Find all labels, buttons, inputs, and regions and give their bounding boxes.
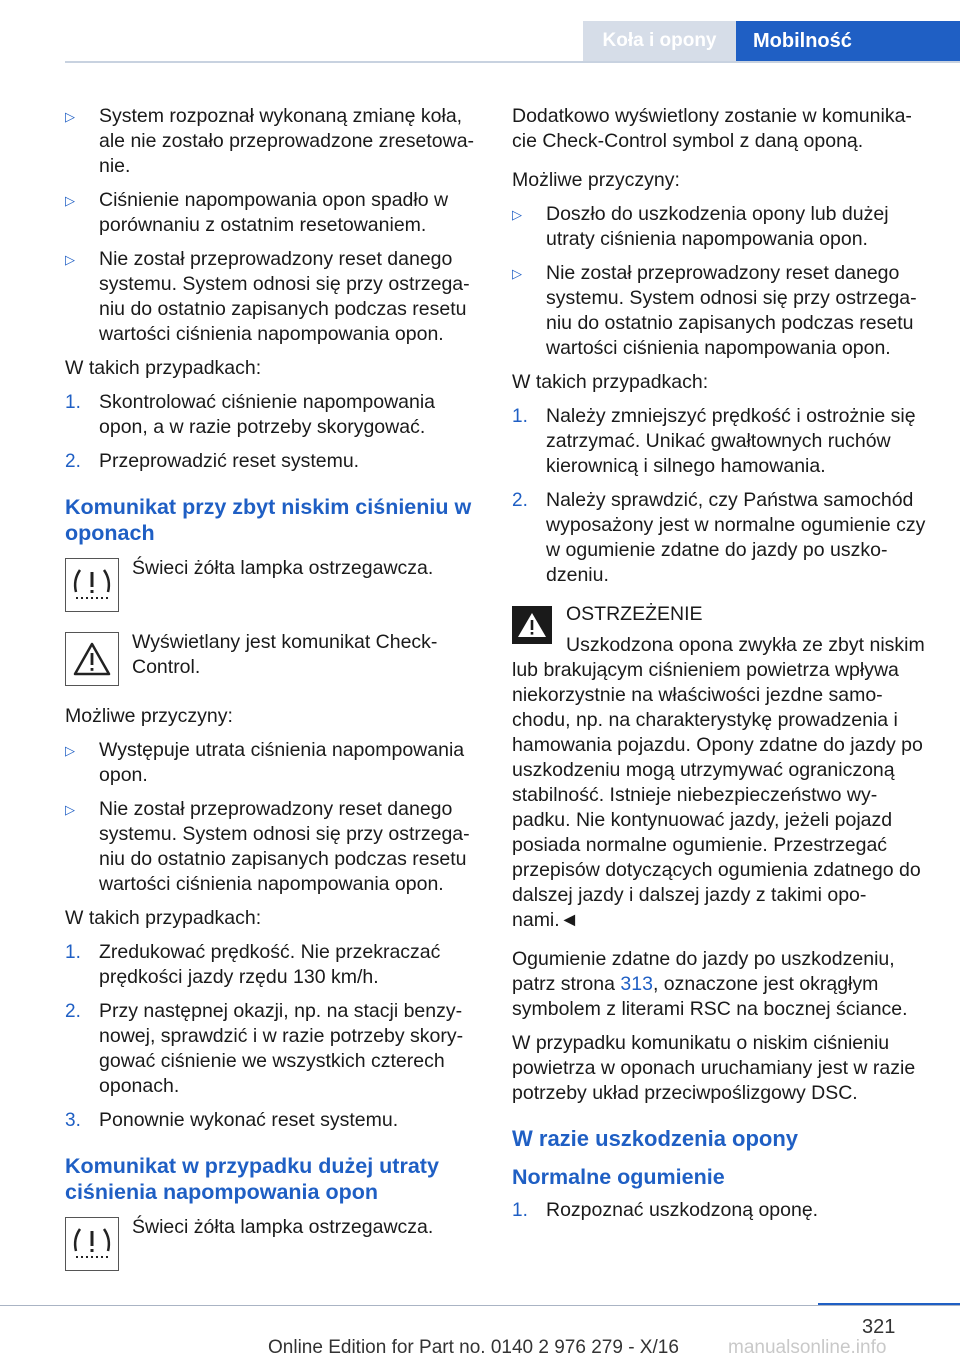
step-item: 3. Ponownie wykonać reset systemu. bbox=[65, 1109, 399, 1131]
triangle-bullet-icon: ▷ bbox=[65, 802, 75, 817]
section-heading: W razie uszkodzenia opony bbox=[512, 1126, 799, 1151]
warning-text-first-line: Uszkodzona opona zwykła ze zbyt niskim bbox=[566, 634, 925, 656]
warning-triangle-icon bbox=[512, 606, 552, 644]
warning-box bbox=[512, 602, 932, 658]
warning-text: lub brakującym ciśnieniem powietrza wpływa niekorzystnie na właściwości jezdne samo-chodu, np. na charakterystykę prowadzenia i hamowania pojazdu. Opony zdatne do jazdy po uszkodzeniu mogą utrzymywać ograniczoną stabilność. Istnieje niebezpieczeństwo wy-padku. Nie kontynuować jazdy, jeżeli pojazd posiada normalne ogumienie. Przestrzegać przepisów dotyczących ogumienia zdatnego do dalszej jazdy i dalszej jazdy z takimi opo-nami.◄ bbox=[512, 659, 923, 931]
step-item: 2. Należy sprawdzić, czy Państwa samochód wyposażony jest w normalne ogumienie czy w ogumienie zdatne do jazdy po uszko-dzeniu. bbox=[512, 489, 926, 586]
indicator-row bbox=[65, 556, 480, 612]
tire-pressure-warning-icon bbox=[65, 1217, 119, 1271]
warning-title: OSTRZEŻENIE bbox=[566, 603, 703, 625]
triangle-bullet-icon: ▷ bbox=[512, 266, 522, 281]
paragraph: Dodatkowo wyświetlony zostanie w komunika-cie Check-Control symbol z daną oponą. bbox=[512, 105, 912, 152]
list-item: ▷ Ciśnienie napompowania opon spadło w porównaniu z ostatnim resetowaniem. bbox=[65, 189, 449, 236]
list-item: ▷ Nie został przeprowadzony reset danego systemu. System odnosi się przy ostrzega-niu do ostatnio zapisanych podczas resetu wartości ciśnienia napompowania opon. bbox=[65, 248, 470, 345]
paragraph: W takich przypadkach: bbox=[65, 907, 262, 929]
step-item: 1. Rozpoznać uszkodzoną oponę. bbox=[512, 1199, 819, 1221]
step-item: 2. Przeprowadzić reset systemu. bbox=[65, 450, 360, 472]
indicator-row bbox=[65, 630, 480, 686]
list-item: ▷ Nie został przeprowadzony reset danego systemu. System odnosi się przy ostrzega-niu do ostatnio zapisanych podczas resetu wartości ciśnienia napompowania opon. bbox=[65, 798, 470, 895]
paragraph: Ogumienie zdatne do jazdy po uszkodzeniu, patrz strona 313, oznaczone jest okrągłym symbolem z literami RSC na bocznej ściance. bbox=[512, 948, 908, 1020]
list-item: ▷ System rozpoznał wykonaną zmianę koła, ale nie zostało przeprowadzone zresetowa-nie. bbox=[65, 105, 475, 177]
tire-pressure-warning-icon bbox=[65, 558, 119, 612]
step-item: 1. Należy zmniejszyć prędkość i ostrożnie się zatrzymać. Unikać gwałtownych ruchów kierownicą i silnego hamowania. bbox=[512, 405, 916, 477]
lamp-text: Świeci żółta lampka ostrzegawcza. bbox=[132, 557, 434, 579]
page-number: 321 bbox=[862, 1316, 896, 1338]
triangle-bullet-icon: ▷ bbox=[65, 193, 75, 208]
warning-triangle-icon bbox=[65, 632, 119, 686]
triangle-bullet-icon: ▷ bbox=[65, 252, 75, 267]
section-heading: Komunikat przy zbyt niskim ciśnieniu w oponach bbox=[65, 495, 472, 545]
paragraph: Możliwe przyczyny: bbox=[65, 705, 233, 727]
indicator-row bbox=[65, 1215, 480, 1271]
checkcontrol-text: Wyświetlany jest komunikat Check-Control. bbox=[132, 631, 438, 678]
footer-accent bbox=[818, 1303, 960, 1305]
step-item: 1. Skontrolować ciśnienie napompowania opon, a w razie potrzeby skorygować. bbox=[65, 391, 436, 438]
lamp-text: Świeci żółta lampka ostrzegawcza. bbox=[132, 1216, 434, 1238]
triangle-bullet-icon: ▷ bbox=[512, 207, 522, 222]
footer-divider bbox=[0, 1305, 960, 1306]
page-link[interactable]: 313 bbox=[620, 973, 653, 995]
step-item: 1. Zredukować prędkość. Nie przekraczać prędkości jazdy rzędu 130 km/h. bbox=[65, 941, 441, 988]
list-item: ▷ Doszło do uszkodzenia opony lub dużej utraty ciśnienia napompowania opon. bbox=[512, 203, 889, 250]
tab-section[interactable]: Koła i opony bbox=[583, 21, 736, 61]
tab-chapter[interactable]: Mobilność bbox=[736, 21, 960, 61]
watermark: manualsonline.info bbox=[728, 1337, 887, 1358]
paragraph: W przypadku komunikatu o niskim ciśnieniu powietrza w oponach uruchamiany jest w razie potrzeby układ przeciwpoślizgowy DSC. bbox=[512, 1032, 916, 1104]
list-item: ▷ Nie został przeprowadzony reset danego systemu. System odnosi się przy ostrzega-niu do ostatnio zapisanych podczas resetu wartości ciśnienia napompowania opon. bbox=[512, 262, 917, 359]
section-heading: Komunikat w przypadku dużej utraty ciśnienia napompowania opon bbox=[65, 1154, 439, 1204]
triangle-bullet-icon: ▷ bbox=[65, 743, 75, 758]
header-divider bbox=[65, 61, 960, 63]
paragraph: W takich przypadkach: bbox=[512, 371, 709, 393]
edition-text: Online Edition for Part no. 0140 2 976 279 - X/16 bbox=[268, 1337, 679, 1358]
paragraph: Możliwe przyczyny: bbox=[512, 169, 680, 191]
left-column bbox=[65, 104, 480, 1289]
step-item: 2. Przy następnej okazji, np. na stacji benzy-nowej, sprawdzić i w razie potrzeby skory-gować ciśnienie we wszystkich czterech oponach. bbox=[65, 1000, 464, 1097]
triangle-bullet-icon: ▷ bbox=[65, 109, 75, 124]
subsection-heading: Normalne ogumienie bbox=[512, 1165, 725, 1189]
right-column bbox=[512, 104, 932, 1232]
paragraph: W takich przypadkach: bbox=[65, 357, 262, 379]
list-item: ▷ Występuje utrata ciśnienia napompowania opon. bbox=[65, 739, 465, 786]
